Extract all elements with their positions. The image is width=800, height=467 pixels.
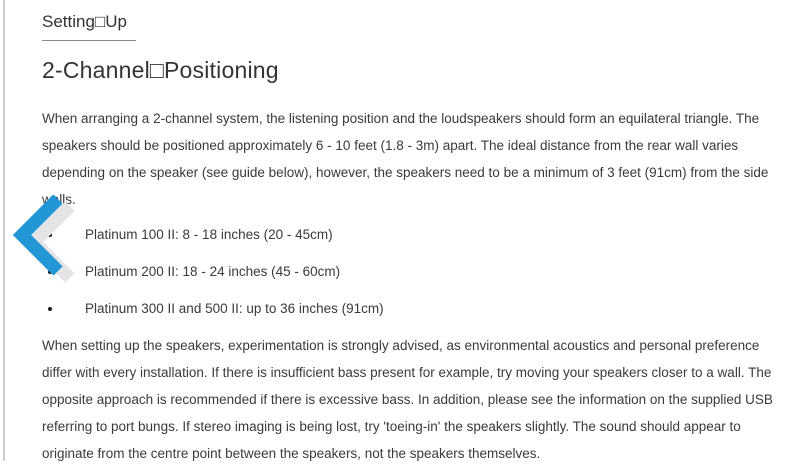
bullet-icon <box>48 307 52 311</box>
list-item-text: Platinum 200 II: 18 - 24 inches (45 - 60cm) <box>85 263 341 279</box>
speaker-distance-list <box>42 221 778 322</box>
page-title: 2-Channel□Positioning <box>42 57 279 84</box>
list-item-platinum-300-500-ii <box>42 295 778 322</box>
list-item-platinum-200-ii <box>42 258 778 285</box>
setup-paragraph: When setting up the speakers, experimentation is strongly advised, as environmental acoustics and personal preference differ with every installation. If there is insufficient bass present for example, try moving your speakers closer to a wall. The opposite approach is recommended if there is excessive bass. In addition, please see the information on the supplied USB referring to port bungs. If stereo imaging is being lost, try 'toeing-in' the speakers slightly. The sound should appear to originate from the centre point between the speakers, not the speakers themselves. <box>42 337 773 461</box>
intro-paragraph: When arranging a 2-channel system, the listening position and the loudspeakers should form an equilateral triangle. The speakers should be positioned approximately 6 - 10 feet (1.8 - 3m) apart. The ideal distance from the rear wall varies depending on the speaker (see guide below), however, the speakers need to be a minimum of 3 feet (91cm) from the side walls. <box>42 110 769 207</box>
list-item-text: Platinum 300 II and 500 II: up to 36 inches (91cm) <box>85 300 384 316</box>
list-item-platinum-100-ii <box>42 221 778 248</box>
chevron-left-icon <box>6 190 90 290</box>
carousel-prev-button[interactable] <box>6 190 90 290</box>
list-item-text: Platinum 100 II: 8 - 18 inches (20 - 45cm) <box>85 226 333 242</box>
section-label: Setting□Up <box>42 12 136 41</box>
